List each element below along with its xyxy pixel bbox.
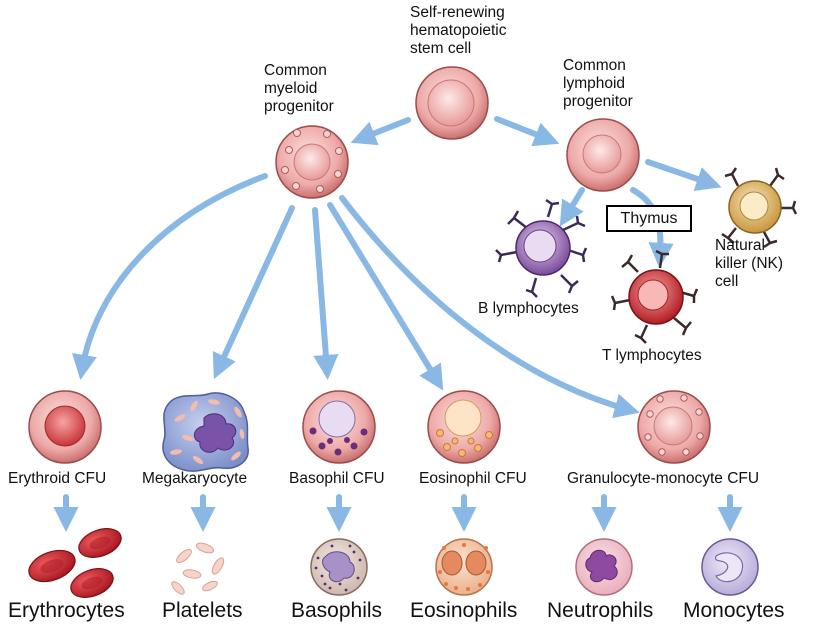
monocytes-label: Monocytes — [683, 599, 785, 622]
arrow-myeloid-to-basophil — [315, 210, 327, 370]
gm-cfu-cell — [638, 391, 710, 463]
arrow-myeloid-to-erythroid — [82, 176, 265, 370]
t-lymphocytes-label: T lymphocytes — [602, 347, 702, 364]
neutrophils-cells — [576, 539, 632, 595]
arrow-myeloid-to-eosinophil — [330, 205, 438, 382]
monocytes-cells — [702, 539, 758, 595]
basophils-cells — [311, 539, 367, 595]
arrow-myeloid-to-megakaryocyte — [218, 208, 292, 370]
myeloid-progenitor-label: Common myeloid progenitor — [264, 62, 334, 115]
t-lymphocyte-cell — [612, 251, 697, 343]
erythroid-cfu-cell — [29, 391, 101, 463]
arrow-stem-to-lymphoid — [497, 119, 550, 140]
eosinophils-label: Eosinophils — [410, 599, 518, 622]
erythrocytes-label: Erythrocytes — [8, 599, 125, 622]
lymphoid-progenitor-cell — [567, 119, 639, 191]
eosinophil-cfu-cell — [428, 391, 500, 463]
basophil-cfu-cell — [303, 391, 375, 463]
basophils-label: Basophils — [291, 599, 383, 622]
neutrophils-label: Neutrophils — [547, 599, 654, 622]
platelets-cells — [170, 541, 226, 596]
b-lymphocyte-cell — [496, 200, 586, 297]
b-lymphocytes-label: B lymphocytes — [478, 300, 579, 317]
nk-cell — [722, 168, 796, 247]
arrow-lymphoid-to-nk — [648, 162, 712, 184]
basophil-cfu-label: Basophil CFU — [289, 470, 385, 487]
eosinophils-cells — [436, 539, 492, 595]
stem-cell — [416, 67, 488, 139]
erythrocytes-cells — [25, 523, 125, 602]
megakaryocyte-cell — [163, 393, 248, 471]
gm-cfu-label: Granulocyte-monocyte CFU — [567, 470, 760, 487]
lymphoid-progenitor-label: Common lymphoid progenitor — [563, 57, 633, 110]
arrow-lymphoid-to-b — [565, 190, 582, 218]
thymus-label: Thymus — [606, 205, 692, 232]
myeloid-progenitor-cell — [276, 126, 348, 198]
platelets-label: Platelets — [162, 599, 243, 622]
erythroid-cfu-label: Erythroid CFU — [8, 470, 107, 487]
megakaryocyte-label: Megakaryocyte — [142, 470, 248, 487]
stem-cell-label: Self-renewing hematopoietic stem cell — [410, 4, 507, 57]
nk-cell-label: Natural killer (NK) cell — [715, 237, 784, 290]
eosinophil-cfu-label: Eosinophil CFU — [419, 470, 527, 487]
arrow-stem-to-myeloid — [360, 120, 408, 139]
